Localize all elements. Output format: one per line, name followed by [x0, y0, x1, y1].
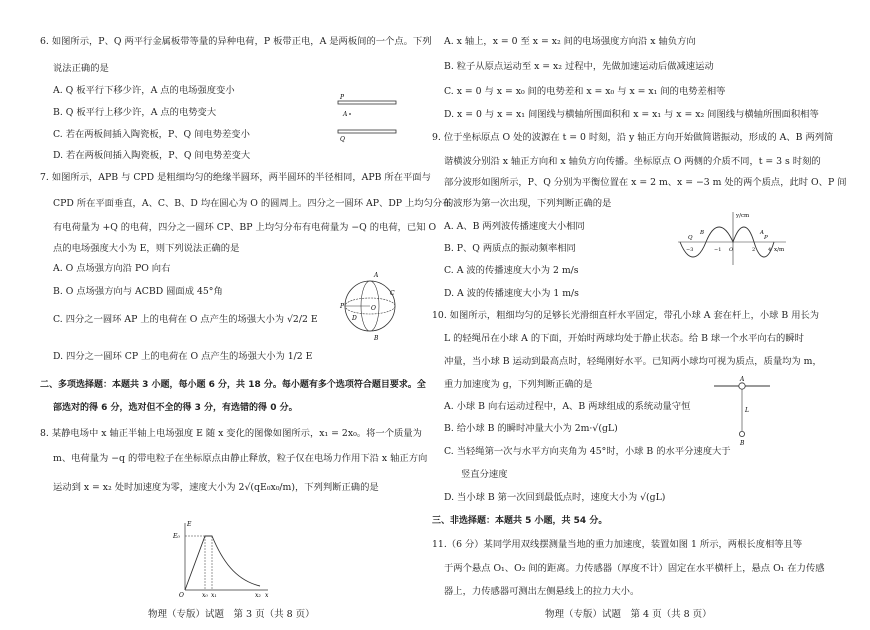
label-b-wave: B	[700, 230, 705, 236]
text-line: A. 小球 B 向右运动过程中，A、B 两球组成的系统动量守恒	[444, 401, 691, 412]
text-line: C. 若在两板间插入陶瓷板，P、Q 间电势差变小	[53, 129, 250, 140]
label-x2: x₂	[255, 592, 261, 599]
text-line: 运动到 x = x₂ 处时加速度为零，速度大小为 2√(qE₀x₀/m)，下列判断正确的是	[53, 482, 379, 493]
text-line: A. x 轴上，x = 0 至 x = x₂ 间的电场强度方向沿 x 轴负方向	[444, 36, 696, 47]
text-line: D. x = 0 与 x = x₁ 间图线与横轴所围面积和 x = x₁ 与 x = x₂ 间图线与横轴所围面积相等	[444, 109, 819, 120]
footer-left: 物理（专版）试题 第 3 页（共 8 页）	[148, 609, 315, 620]
text-line: CPD 所在平面垂直，A、C、B、D 均在圆心为 O 的圆周上。四分之一圆环 AP、DP 上均匀分布	[53, 198, 452, 209]
ball-a	[739, 383, 745, 389]
text-line: 的波形为第一次出现，下列判断正确的是	[444, 198, 612, 209]
text-line: B. O 点场强方向与 ACBD 圆面成 45°角	[53, 286, 223, 297]
label-b: B	[374, 335, 379, 342]
text-line: 8. 某静电场中 x 轴正半轴上电场强度 E 随 x 变化的图像如图所示，x₁ = 2x₀。将一个质量为	[40, 428, 422, 439]
text-line: B. 粒子从原点运动至 x = x₂ 过程中，先做加速运动后做减速运动	[444, 61, 714, 72]
plate-p	[338, 101, 396, 104]
tick-o: O	[729, 247, 734, 253]
text-line: B. P、Q 两质点的振动频率相同	[444, 243, 576, 254]
label-x: x	[265, 592, 269, 599]
text-line: B. Q 板平行上移少许，A 点的电势变大	[53, 107, 217, 118]
label-p: P	[764, 235, 768, 241]
figure-pendulum	[712, 378, 772, 448]
tick-2: 2	[752, 247, 756, 253]
label-a-wave: A	[760, 230, 764, 236]
text-line: 竖直分速度	[461, 469, 508, 480]
text-line: 重力加速度为 g，下列判断正确的是	[444, 379, 593, 390]
text-line: A. O 点场强方向沿 PO 向右	[53, 263, 171, 274]
tick-m1: −1	[714, 247, 722, 253]
label-x: x/m	[774, 247, 785, 253]
label-e: E	[187, 521, 192, 528]
text-line: 二、多项选择题：本题共 3 小题，每小题 6 分，共 18 分。每小题有多个选项符合题目要求。全	[40, 380, 426, 390]
figure-e-x-graph	[170, 518, 270, 598]
label-l: L	[745, 407, 749, 414]
label-p: P	[340, 303, 345, 310]
label-b: B	[740, 440, 745, 447]
text-line: 点的电场强度大小为 E，则下列说法正确的是	[53, 243, 240, 254]
text-line: B. 给小球 B 的瞬时冲量大小为 2m·√(gL)	[444, 423, 618, 434]
text-line: D. A 波的传播速度大小为 1 m/s	[444, 288, 579, 299]
text-line: 器上，力传感器可测出左侧悬线上的拉力大小。	[444, 586, 640, 597]
figure-rings	[340, 268, 400, 348]
text-line: C. 当轻绳第一次与水平方向夹角为 45°时，小球 B 的水平分速度大于	[444, 446, 731, 457]
label-q: Q	[688, 235, 693, 241]
text-line: 说法正确的是	[53, 63, 109, 74]
text-line: 9. 位于坐标原点 O 处的波源在 t = 0 时刻，沿 y 轴正方向开始做简谐振动，形成的 A、B 两列简	[432, 132, 834, 143]
label-a: A	[374, 272, 379, 279]
tick-m3: −3	[686, 247, 694, 253]
label-y: y/cm	[736, 213, 750, 219]
tick-4: 4	[768, 247, 772, 253]
text-line: D. 若在两板间插入陶瓷板，P、Q 间电势差变大	[53, 150, 251, 161]
text-line: 7. 如图所示，APB 与 CPD 是粗细均匀的绝缘半圆环，两半圆环的半径相同，APB 所在平面与	[40, 172, 431, 183]
label-d: D	[352, 315, 357, 322]
label-a: A	[740, 376, 745, 383]
point-a	[349, 113, 351, 115]
text-line: D. 四分之一圆环 CP 上的电荷在 O 点产生的场强大小为 1/2 E	[53, 351, 313, 362]
text-line: A. Q 板平行下移少许，A 点的电场强度变小	[53, 85, 235, 96]
text-line: 有电荷量为 +Q 的电荷，四分之一圆环 CP、BP 上均匀分布有电荷量为 −Q 的电荷，已知 O	[53, 222, 437, 233]
text-line: 于两个悬点 O₁、O₂ 间的距离。力传感器（厚度不计）固定在水平横杆上，悬点 O₁ 在力传感	[444, 563, 825, 574]
text-line: A. A、B 两列波传播速度大小相同	[444, 221, 585, 232]
label-a: A	[343, 111, 348, 118]
figure-parallel-plates	[330, 92, 410, 142]
text-line: 冲量，当小球 B 运动到最高点时，轻绳刚好水平。已知两小球均可视为质点，质量均为 m，	[444, 356, 822, 367]
label-o: O	[179, 592, 184, 599]
text-line: 6. 如图所示，P、Q 两平行金属板带等量的异种电荷，P 板带正电，A 是两板间的一个点。下列	[40, 36, 432, 47]
label-p: P	[340, 94, 345, 101]
text-line: 11.（6 分）某同学用双线摆测量当地的重力加速度，装置如图 1 所示，两根长度相等且等	[432, 539, 803, 550]
text-line: m、电荷量为 −q 的带电粒子在坐标原点由静止释放，粒子仅在电场力作用下沿 x 轴正方向	[53, 453, 428, 464]
footer-right: 物理（专版）试题 第 4 页（共 8 页）	[545, 609, 712, 620]
text-line: 部选对的得 6 分，选对但不全的得 3 分，有选错的得 0 分。	[53, 403, 298, 413]
text-line: 三、非选择题：本题共 5 小题，共 54 分。	[432, 516, 608, 526]
ball-b	[739, 431, 744, 436]
label-q: Q	[340, 136, 345, 143]
text-line: 部分波形如图所示，P、Q 分别为平衡位置在 x = 2 m、x = −3 m 处的两个质点，此时 O、P 间	[444, 177, 847, 188]
label-o: O	[371, 305, 376, 312]
label-x0: x₀	[202, 592, 208, 599]
figure-wave	[678, 210, 788, 270]
label-c: C	[390, 290, 395, 297]
text-line: C. A 波的传播速度大小为 2 m/s	[444, 265, 579, 276]
curve-e	[185, 536, 260, 590]
text-line: C. 四分之一圆环 AP 上的电荷在 O 点产生的场强大小为 √2/2 E	[53, 314, 318, 325]
text-line: D. 当小球 B 第一次回到最低点时，速度大小为 √(gL)	[444, 492, 666, 503]
plate-q	[338, 130, 396, 133]
text-line: L 的轻绳吊在小球 A 的下面，开始时两球均处于静止状态。给 B 球一个水平向右的瞬时	[444, 333, 804, 344]
label-e0: E₀	[173, 533, 180, 540]
text-line: 10. 如图所示，粗细均匀的足够长光滑细直杆水平固定，带孔小球 A 套在杆上，小球 B 用长为	[432, 310, 820, 321]
text-line: 谐横波分别沿 x 轴正方向和 x 轴负方向传播。坐标原点 O 两侧的介质不同，t = 3 s 时刻的	[444, 156, 821, 167]
label-x1: x₁	[211, 592, 217, 599]
text-line: C. x = 0 与 x = x₀ 间的电势差和 x = x₀ 与 x = x₁ 间的电势差相等	[444, 86, 726, 97]
